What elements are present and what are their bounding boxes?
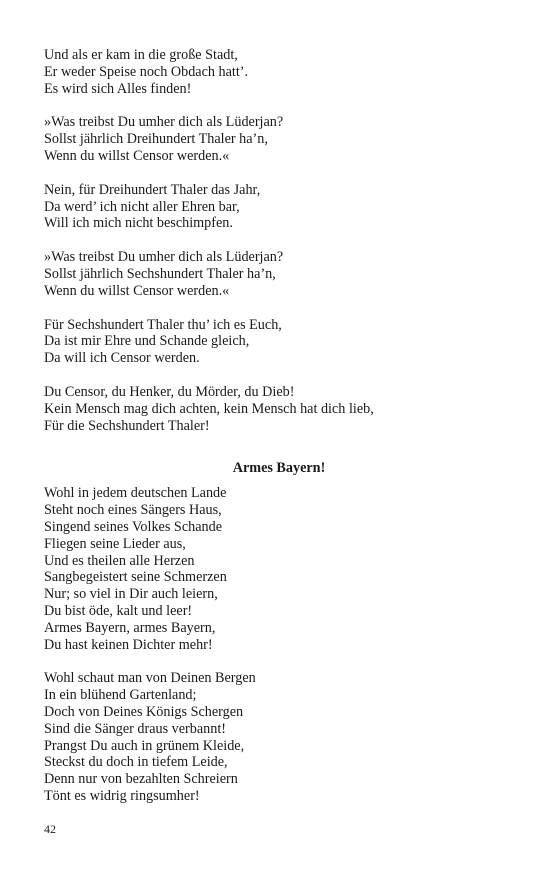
verse-line: Für die Sechshundert Thaler! [44,417,210,434]
verse-line: Sind die Sänger draus verbannt! [44,720,227,737]
verse-line: Armes Bayern, armes Bayern, [44,619,216,636]
verse-line: Da werd’ ich nicht aller Ehren bar, [44,198,240,215]
verse-line: Da ist mir Ehre und Schande gleich, [44,333,250,350]
verse-line: Wohl in jedem deutschen Lande [44,485,227,502]
verse-line: Sangbegeistert seine Schmerzen [44,569,227,586]
stanza [44,670,514,804]
stanza [44,317,514,367]
verse-line: »Was treibst Du umher dich als Lüderjan? [44,114,284,131]
stanza [44,249,514,299]
verse-line: Für Sechshundert Thaler thu’ ich es Euch, [44,316,282,333]
verse-line: Will ich mich nicht beschimpfen. [44,215,233,232]
stanza [44,485,514,653]
verse-line: Denn nur von bezahlten Schreiern [44,771,238,788]
verse-line: Wohl schaut man von Deinen Bergen [44,670,256,687]
verse-line: Und als er kam in die große Stadt, [44,47,238,63]
verse-line: Singend seines Volkes Schande [44,518,222,535]
verse-line: Tönt es widrig ringsumher! [44,787,200,804]
verse-line: Es wird sich Alles finden! [44,80,192,97]
verse-line: Wenn du willst Censor werden.« [44,282,230,299]
stanza [44,47,514,97]
verse-line: Nur; so viel in Dir auch leiern, [44,586,218,603]
verse-line: Doch von Deines Königs Schergen [44,703,244,720]
verse-line: Fliegen seine Lieder aus, [44,535,186,552]
poem-title: Armes Bayern! [232,460,326,477]
stanza [44,114,514,164]
page-number: 42 [44,822,56,836]
verse-line: Wenn du willst Censor werden.« [44,147,230,164]
verse-line: Prangst Du auch in grünem Kleide, [44,737,245,754]
verse-line: »Was treibst Du umher dich als Lüderjan? [44,249,284,266]
verse-line: Nein, für Dreihundert Thaler das Jahr, [44,181,261,198]
verse-line: Steckst du doch in tiefem Leide, [44,754,228,771]
page-body [44,47,514,805]
verse-line: Sollst jährlich Sechshundert Thaler ha’n, [44,265,276,282]
verse-line: Steht noch eines Sängers Haus, [44,502,222,519]
verse-line: Er weder Speise noch Obdach hatt’. [44,63,249,80]
verse-line: Du bist öde, kalt und leer! [44,602,193,619]
verse-line: Du Censor, du Henker, du Mörder, du Dieb! [44,383,295,400]
verse-line: Sollst jährlich Dreihundert Thaler ha’n, [44,131,268,148]
verse-line: Du hast keinen Dichter mehr! [44,636,213,653]
verse-line: Und es theilen alle Herzen [44,552,195,569]
stanza [44,182,514,232]
stanza [44,384,514,434]
verse-line: In ein blühend Gartenland; [44,687,197,704]
verse-line: Da will ich Censor werden. [44,350,200,367]
verse-line: Kein Mensch mag dich achten, kein Mensch hat dich lieb, [44,400,374,417]
